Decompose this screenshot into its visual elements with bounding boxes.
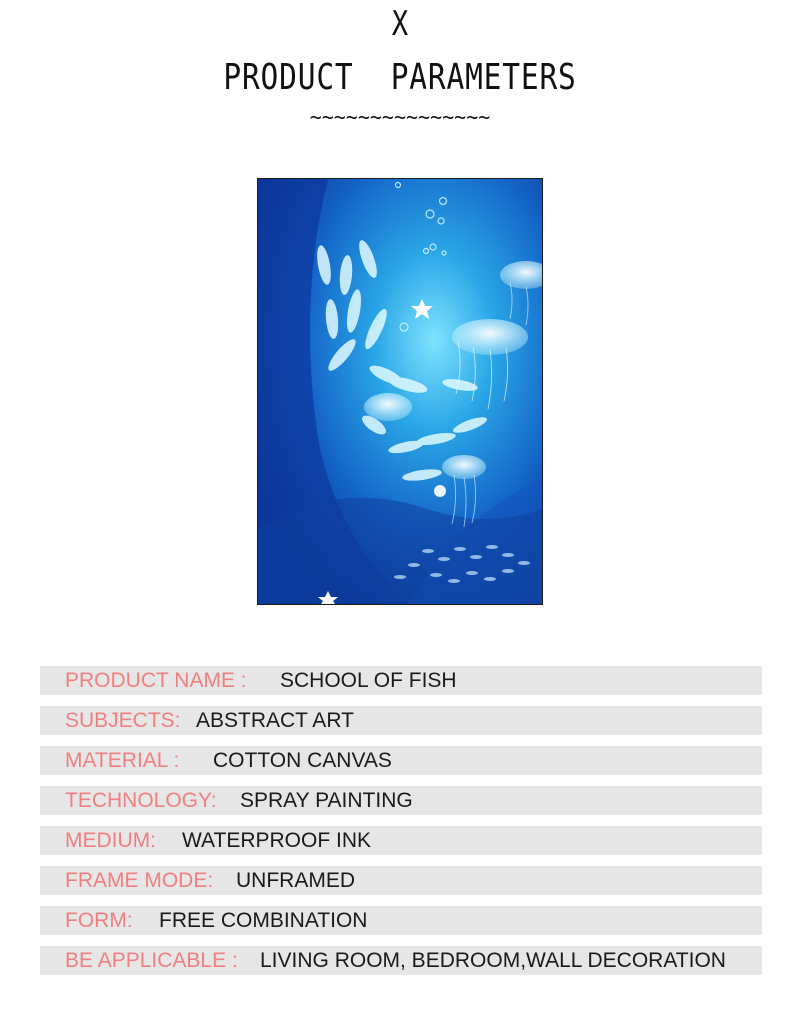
product-image [257,178,543,605]
param-row-subjects [40,706,762,735]
param-label: BE APPLICABLE : [65,949,238,972]
param-value: COTTON CANVAS [213,749,392,772]
param-label: MEDIUM: [65,829,156,852]
page-title: PRODUCT PARAMETERS [223,57,577,98]
param-label: FRAME MODE: [65,869,214,892]
param-label: MATERIAL : [65,749,180,772]
param-value: FREE COMBINATION [159,909,368,932]
param-value: ABSTRACT ART [196,709,354,732]
param-value: LIVING ROOM, BEDROOM,WALL DECORATION [260,949,726,972]
param-value: WATERPROOF INK [182,829,371,852]
artwork-painting [258,179,542,604]
param-label: SUBJECTS: [65,709,181,732]
param-value: SPRAY PAINTING [240,789,413,812]
param-label: FORM: [65,909,133,932]
param-row-be-applicable [40,946,762,975]
param-label: PRODUCT NAME : [65,669,247,692]
param-row-medium [40,826,762,855]
param-row-material [40,746,762,775]
param-row-technology [40,786,762,815]
param-row-form [40,906,762,935]
title-divider: ~~~~~~~~~~~~~~~ [309,105,491,129]
param-value: SCHOOL OF FISH [280,669,457,692]
param-value: UNFRAMED [236,869,355,892]
param-row-frame-mode [40,866,762,895]
param-label: TECHNOLOGY: [65,789,217,812]
header-mark: X [391,4,409,44]
param-row-product-name [40,666,762,695]
